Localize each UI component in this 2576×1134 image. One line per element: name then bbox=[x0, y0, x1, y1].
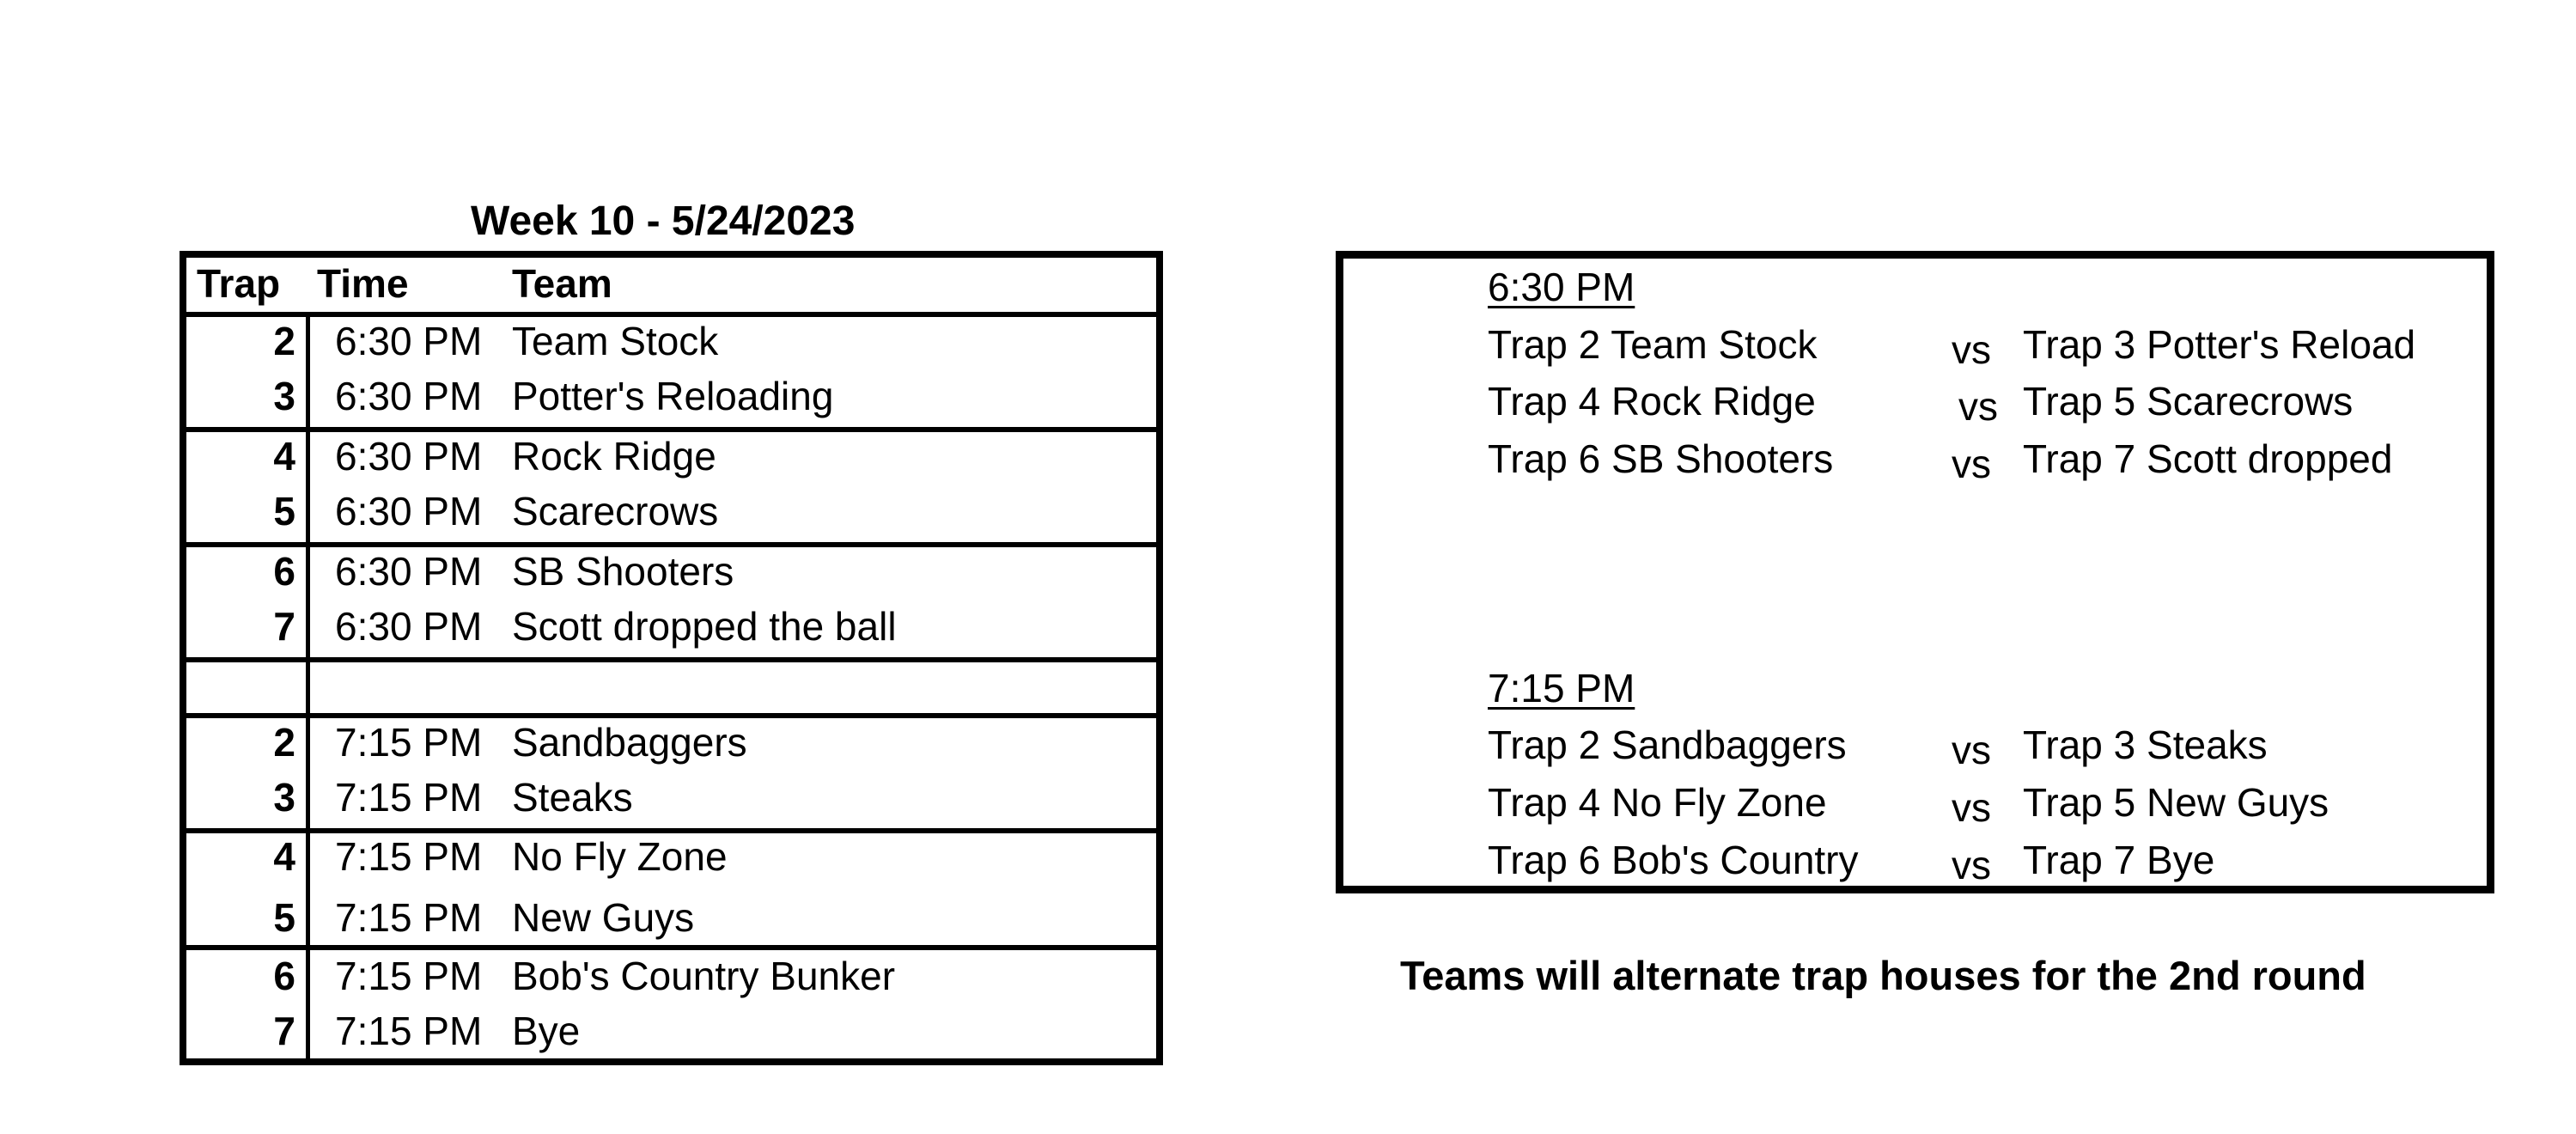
row-team: New Guys bbox=[512, 895, 695, 940]
schedule-table bbox=[180, 251, 1163, 1065]
matchup-left: Trap 2 Team Stock bbox=[1488, 322, 1818, 367]
matchup-right: Trap 3 Steaks bbox=[2023, 722, 2268, 767]
row-trap: 5 bbox=[273, 489, 295, 533]
row-team: Sandbaggers bbox=[512, 720, 747, 765]
footer-note: Teams will alternate trap houses for the 2nd round bbox=[1400, 953, 2366, 998]
row-team: Scarecrows bbox=[512, 489, 719, 533]
row-trap: 2 bbox=[273, 319, 295, 363]
matchup-vs: vs bbox=[1952, 442, 1991, 486]
group-rule bbox=[186, 657, 1156, 662]
schedule-title: Week 10 - 5/24/2023 bbox=[471, 198, 856, 244]
row-team: No Fly Zone bbox=[512, 834, 728, 879]
matchup-time-heading: 7:15 PM bbox=[1488, 666, 1635, 710]
row-team: SB Shooters bbox=[512, 549, 734, 594]
row-time: 7:15 PM bbox=[335, 895, 483, 940]
row-time: 6:30 PM bbox=[335, 604, 483, 649]
row-trap: 6 bbox=[273, 954, 295, 998]
row-time: 6:30 PM bbox=[335, 374, 483, 418]
matchup-left: Trap 6 SB Shooters bbox=[1488, 436, 1834, 481]
matchup-left: Trap 6 Bob's Country bbox=[1488, 838, 1859, 882]
row-team: Bye bbox=[512, 1009, 581, 1053]
row-trap: 3 bbox=[273, 775, 295, 820]
matchup-box bbox=[1336, 251, 2494, 893]
matchup-right: Trap 5 Scarecrows bbox=[2023, 379, 2354, 424]
matchup-right: Trap 7 Bye bbox=[2023, 838, 2215, 882]
row-team: Rock Ridge bbox=[512, 434, 716, 479]
matchup-left: Trap 4 Rock Ridge bbox=[1488, 379, 1816, 424]
matchup-right: Trap 7 Scott dropped bbox=[2023, 436, 2393, 481]
matchup-left: Trap 2 Sandbaggers bbox=[1488, 722, 1847, 767]
row-team: Team Stock bbox=[512, 319, 719, 363]
matchup-time-heading: 6:30 PM bbox=[1488, 265, 1635, 309]
row-trap: 4 bbox=[273, 434, 295, 479]
row-time: 7:15 PM bbox=[335, 834, 483, 879]
row-trap: 7 bbox=[273, 604, 295, 649]
row-team: Scott dropped the ball bbox=[512, 604, 897, 649]
row-team: Bob's Country Bunker bbox=[512, 954, 896, 998]
header-time: Time bbox=[317, 261, 409, 306]
matchup-vs: vs bbox=[1952, 843, 1991, 887]
row-trap: 2 bbox=[273, 720, 295, 765]
row-team: Steaks bbox=[512, 775, 633, 820]
matchup-vs: vs bbox=[1952, 728, 1991, 772]
row-time: 7:15 PM bbox=[335, 775, 483, 820]
row-trap: 3 bbox=[273, 374, 295, 418]
matchup-vs: vs bbox=[1952, 785, 1991, 830]
matchup-right: Trap 3 Potter's Reload bbox=[2023, 322, 2416, 367]
row-team: Potter's Reloading bbox=[512, 374, 834, 418]
row-time: 6:30 PM bbox=[335, 549, 483, 594]
row-time: 6:30 PM bbox=[335, 489, 483, 533]
header-trap: Trap bbox=[197, 261, 281, 306]
row-time: 6:30 PM bbox=[335, 434, 483, 479]
matchup-vs: vs bbox=[1958, 384, 1998, 429]
row-trap: 5 bbox=[273, 895, 295, 940]
matchup-left: Trap 4 No Fly Zone bbox=[1488, 780, 1827, 825]
row-trap: 6 bbox=[273, 549, 295, 594]
row-trap: 7 bbox=[273, 1009, 295, 1053]
row-time: 7:15 PM bbox=[335, 954, 483, 998]
row-trap: 4 bbox=[273, 834, 295, 879]
row-time: 6:30 PM bbox=[335, 319, 483, 363]
row-time: 7:15 PM bbox=[335, 1009, 483, 1053]
row-time: 7:15 PM bbox=[335, 720, 483, 765]
matchup-right: Trap 5 New Guys bbox=[2023, 780, 2329, 825]
matchup-vs: vs bbox=[1952, 327, 1991, 372]
header-team: Team bbox=[512, 261, 612, 306]
